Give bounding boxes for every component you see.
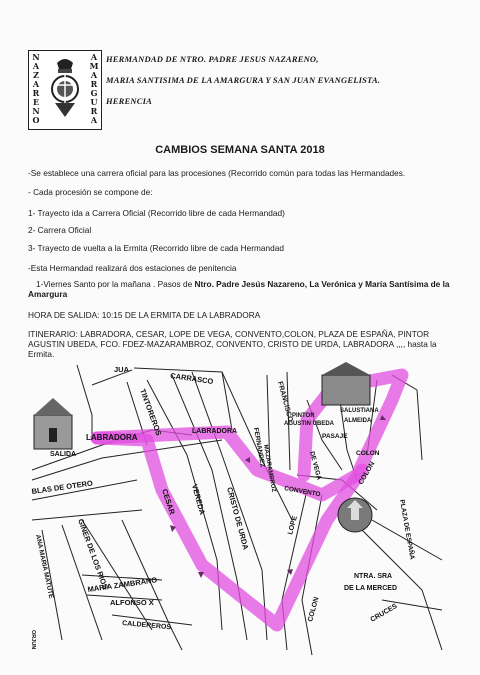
- good-friday-prefix: 1-Viernes Santo por la mañana . Pasos de: [36, 279, 195, 289]
- logo-left-letters: N A Z A R E N O: [32, 52, 40, 125]
- brotherhood-logo: [28, 50, 102, 130]
- label-convento: CONVENTO: [283, 485, 322, 499]
- label-juan: JUA: [114, 365, 130, 374]
- label-labradora-left: LABRADORA: [86, 433, 138, 442]
- paragraph-step-3: 3- Trayecto de vuelta a la Ermita (Recorrido libre de cada Hermandad: [28, 243, 284, 253]
- label-devega: DE VEGA: [308, 450, 323, 481]
- label-salustiana: SALUSTIANA: [340, 408, 379, 414]
- paragraph-itinerary: ITINERARIO: LABRADORA, CESAR, LOPE DE VEGA, CONVENTO,COLON, PLAZA DE ESPAÑA, PINTOR AGUSTIN UBEDA, FCO. FDEZ-MAZARAMBROZ, CONVENTO, CRISTO DE URDA, LABRADORA ,,,, hasta la Ermita.: [28, 329, 437, 359]
- header-line-1: HERMANDAD DE NTRO. PADRE JESUS NAZARENO,: [106, 54, 319, 64]
- label-colon-top: COLON: [356, 450, 380, 457]
- paragraph-departure-time: HORA DE SALIDA: 10:15 DE LA ERMITA DE LA LABRADORA: [28, 310, 261, 320]
- document-title: CAMBIOS SEMANA SANTA 2018: [155, 144, 325, 156]
- label-colon-right: COLON: [357, 460, 377, 486]
- label-alfonso: ALFONSO X: [110, 598, 154, 607]
- header-line-2: MARIA SANTISIMA DE LA AMARGURA Y SAN JUAN EVANGELISTA.: [106, 75, 381, 85]
- label-merced-1: NTRA. SRA: [354, 573, 393, 580]
- label-labradora-mid: LABRADORA: [192, 428, 238, 435]
- label-fernandez: FERNANDEZ: [252, 427, 266, 468]
- label-almeida: ALMEIDA: [344, 418, 372, 424]
- label-cruces: CRUCES: [369, 602, 399, 624]
- label-francisco: FRANCISCO: [276, 380, 294, 423]
- label-agustin: AGUSTIN UBEDA: [284, 421, 335, 427]
- label-zambrano: MARIA ZAMBRANO: [87, 575, 158, 594]
- good-friday-images: Ntro. Padre Jesús Nazareno, La Verónica y María Santísima de la Amargura: [28, 279, 450, 299]
- label-vereda: VEREDA: [190, 483, 207, 516]
- label-plaza: PLAZA DE ESPAÑA: [398, 499, 416, 561]
- label-pintor: PINTOR: [292, 413, 315, 419]
- label-carrasco: CARRASCO: [169, 371, 214, 387]
- paragraph-official-route: -Se establece una carrera oficial para las procesiones (Recorrido común para todas las Hermandades.: [28, 168, 406, 178]
- parish-church-icon: [322, 362, 370, 405]
- label-cristo: CRISTO DE URDA: [225, 486, 251, 551]
- paragraph-good-friday: [28, 279, 458, 299]
- route-map: [22, 360, 462, 660]
- paragraph-composition: - Cada procesión se compone de:: [28, 187, 153, 197]
- label-mazarambroz: MAZARAMBROZ: [262, 444, 277, 493]
- logo-right-letters: A M A R G U R A: [89, 52, 99, 125]
- label-blas: BLAS DE OTERO: [31, 478, 94, 496]
- label-tintoreros: TINTOREROS: [138, 387, 164, 437]
- paragraph-step-2: 2- Carrera Oficial: [28, 225, 92, 235]
- label-giner: GINER DE LOS RIOS: [76, 517, 110, 591]
- hermitage-icon: [34, 398, 72, 449]
- paragraph-step-1: 1- Trayecto ida a Carrera Oficial (Recorrido libre de cada Hermandad): [28, 208, 285, 218]
- label-cesar: CESAR: [160, 487, 177, 516]
- header-line-3: HERENCIA: [106, 96, 153, 106]
- document-header: [28, 50, 468, 132]
- label-pasaje: PASAJE: [322, 433, 348, 440]
- label-merced-2: DE LA MERCED: [344, 585, 398, 592]
- label-corner: ORJUN: [30, 630, 36, 650]
- label-colon-bottom: COLON: [307, 596, 321, 623]
- label-salida: SALIDA: [50, 451, 77, 458]
- crest-icon: [45, 55, 85, 125]
- label-lope: LOPE: [287, 515, 299, 536]
- label-ana: ANA MARIA MATUTE: [34, 533, 55, 600]
- label-caldereros: CALDEREROS: [121, 620, 172, 632]
- paragraph-stations: -Esta Hermandad realizará dos estaciones de penitencia: [28, 263, 237, 273]
